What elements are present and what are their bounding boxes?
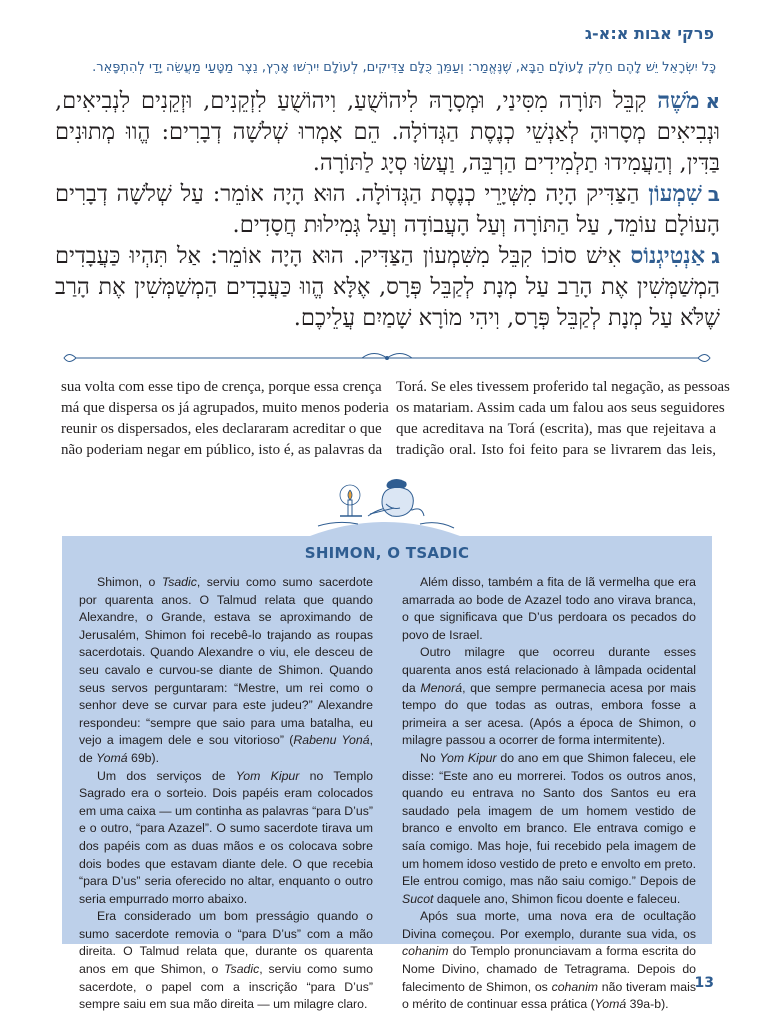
mishnah-3 xyxy=(55,241,720,334)
sidebar-paragraph: No Yom Kipur do ano em que Shimon faleceu, ele disse: “Este ano eu morrerei. Todos os outros anos, quando eu entrava no Santo dos Santos eu era saudado pela imagem de um homem vestido de branco e envolto em branco. Ele entrava comigo e saía comigo. Mas hoje, fui recebido pela imagem de um homem idoso vestido de preto e envolto em preto. Ele entrou comigo, mas não saiu comigo.” Depois de Sucot daquele ano, Shimon ficou doente e faleceu. xyxy=(402,750,696,906)
intro-line: כָּל יִשְׂרָאֵל יֵשׁ לָהֶם חֵלֶק לָעוֹלָם הַבָּא, שֶׁנֶּאֱמַר: וְעַמֵּךְ כֻּלָּם צַדִּיקִים, לְעוֹלָם יִירְשׁוּ אָרֶץ, נֵצֶר מַטָּעַי מַעֲשֵׂה יָדַי לְהִתְפָּאֵר. xyxy=(92,60,716,75)
commentary-left-column xyxy=(61,377,389,461)
sidebar-paragraph: Além disso, também a fita de lã vermelha que era amarrada ao bode de Azazel todo ano virava branca, o que significava que D’us perdoara os pecados do povo de Israel. xyxy=(402,575,696,642)
mishnah-2 xyxy=(55,179,720,241)
mishnah-number: א xyxy=(705,89,720,113)
commentary-line: sua volta com esse tipo de crença, porque essa crença xyxy=(61,379,382,395)
mishnah-lead-word: שִׁמְעוֹן xyxy=(648,181,702,207)
commentary-line: Torá. Se eles tivessem proferido tal negação, as pessoas xyxy=(396,379,730,395)
sidebar-title: SHIMON, O TSADIC xyxy=(304,544,470,562)
commentary-line: reunir os dispersados, eles declararam acreditar o que xyxy=(61,421,382,437)
commentary-line: os matariam. Assim cada um falou aos seus seguidores xyxy=(396,400,725,416)
commentary-line: não poderiam negar em público, isto é, as palavras da xyxy=(61,442,383,458)
mishnah-lead-word: אַנְטִיגְנוֹס xyxy=(630,243,706,269)
running-head: פרקי אבות א:א-ג xyxy=(584,24,714,43)
mishnah-1 xyxy=(55,86,720,179)
page-number: 13 xyxy=(694,975,714,991)
mishnah-body: הַצַּדִּיק הָיָה מִשְּׁיָרֵי כְנֶסֶת הַגְּדוֹלָה. הוּא הָיָה אוֹמֵר: עַל שְׁלֹשָׁה דְבָרִים הָעוֹלָם עוֹמֵד, עַל הַתּוֹרָה וְעַל הָעֲבוֹדָה וְעַל גְּמִילוּת חֲסָדִים. xyxy=(55,181,720,238)
commentary-line: que acreditava na Torá (escrita), mas que rejeitava a xyxy=(396,421,716,437)
sidebar-paragraph: Era considerado um bom presságio quando o sumo sacerdote removia o “para D’us” com a mão direita. O Talmud relata que, durante os quarenta anos em que Shimon, o Tsadic, serviu como sumo sacerdote, o papel com a inscrição “para D’us” sempre saiu em sua mão direita — um milagre claro. xyxy=(79,909,373,1012)
mishnah-body: אִישׁ סוֹכוֹ קִבֵּל מִשִּׁמְעוֹן הַצַּדִּיק. הוּא הָיָה אוֹמֵר: אַל תִּהְיוּ כַּעֲבָדִים הַמְשַׁמְּשִׁין אֶת הָרַב עַל מְנָת לְקַבֵּל פְּרָס, אֶלָּא הֱווּ כַּעֲבָדִים הַמְשַׁמְּשִׁין אֶת הָרַב שֶׁלֹּא עַל מְנָת לְקַבֵּל פְּרָס, וִיהִי מוֹרָא שָׁמַיִם עֲלֵיכֶם. xyxy=(55,243,720,331)
sidebar-paragraph: Um dos serviços de Yom Kipur no Templo Sagrado era o sorteio. Dois papéis eram colocados em uma caixa — um continha as palavras “para D’us” e o outro, “para Azazel”. O sumo sacerdote tirava um dos papéis com as duas mãos e os colocava sobre dois bodes que estavam diante dele. O que recebia “para D’us” seria oferecido no altar, enquanto o outro seria empurrado morro abaixo. xyxy=(79,768,373,906)
mishnah-number: ב xyxy=(707,182,720,206)
commentary-line: tradição oral. Isto foi feito para se livrarem das leis, xyxy=(396,442,716,458)
sidebar-paragraph: Após sua morte, uma nova era de ocultação Divina começou. Por exemplo, durante sua vida, os cohanim do Templo pronunciavam a forma escrita do Nome Divino, chamado de Tetragrama. Depois do falecimento de Shimon, os cohanim não tiveram mais o mérito de continuar essa prática (Yomá 39a-b). xyxy=(402,909,697,1012)
commentary-line: má que dispersa os já agrupados, muito menos poderia xyxy=(61,400,389,416)
ornamental-divider xyxy=(62,348,712,368)
sidebar-paragraph: Outro milagre que ocorreu durante esses quarenta anos está relacionado à lâmpada ocidental da Menorá, que sempre permanecia acesa por mais tempo do que todas as outras, embora fosse a primeira a ser acesa. (Após a época de Shimon, o milagre passou a ocorrer de forma intermitente). xyxy=(402,645,696,748)
sidebar-paragraph: Shimon, o Tsadic, serviu como sumo sacerdote por quarenta anos. O Talmud relata que quando Alexandre, o Grande, estava se aproximando de Jerusalém, Shimon foi recebê-lo trajando as roupas sacerdotais. Quando Alexandre o viu, ele desceu de seu cavalo e curvou-se diante de Shimon. Quando seus servos perguntaram: “Mestre, um rei como o senhor deve se curvar para este judeu?” Alexandre respondeu: “sempre que saio para uma batalha, eu vejo a imagem dele e sou vitorioso” (Rabenu Yoná, de Yomá 69b). xyxy=(79,575,373,765)
mishnah-body: קִבֵּל תּוֹרָה מִסִּינַי, וּמְסָרָהּ לִיהוֹשֻׁעַ, וִיהוֹשֻׁעַ לִזְקֵנִים, וּזְקֵנִים לִנְבִיאִים, וּנְבִיאִים מְסָרוּהָ לְאַנְשֵׁי כְנֶסֶת הַגְּדוֹלָה. הֵם אָמְרוּ שְׁלֹשָׁה דְבָרִים: הֱווּ מְתוּנִים בַּדִּין, וְהַעֲמִידוּ תַלְמִידִים הַרְבֵּה, וַעֲשׂוּ סְיָג לַתּוֹרָה. xyxy=(55,88,720,176)
sage-writing-illustration xyxy=(310,468,460,536)
mishnah-text xyxy=(55,86,720,334)
sidebar-right-column xyxy=(402,574,696,1014)
sidebar-left-column xyxy=(79,574,373,1014)
mishnah-lead-word: מֹשֶׁה xyxy=(657,88,700,114)
mishnah-number: ג xyxy=(711,244,720,268)
commentary-right-column xyxy=(396,377,730,461)
